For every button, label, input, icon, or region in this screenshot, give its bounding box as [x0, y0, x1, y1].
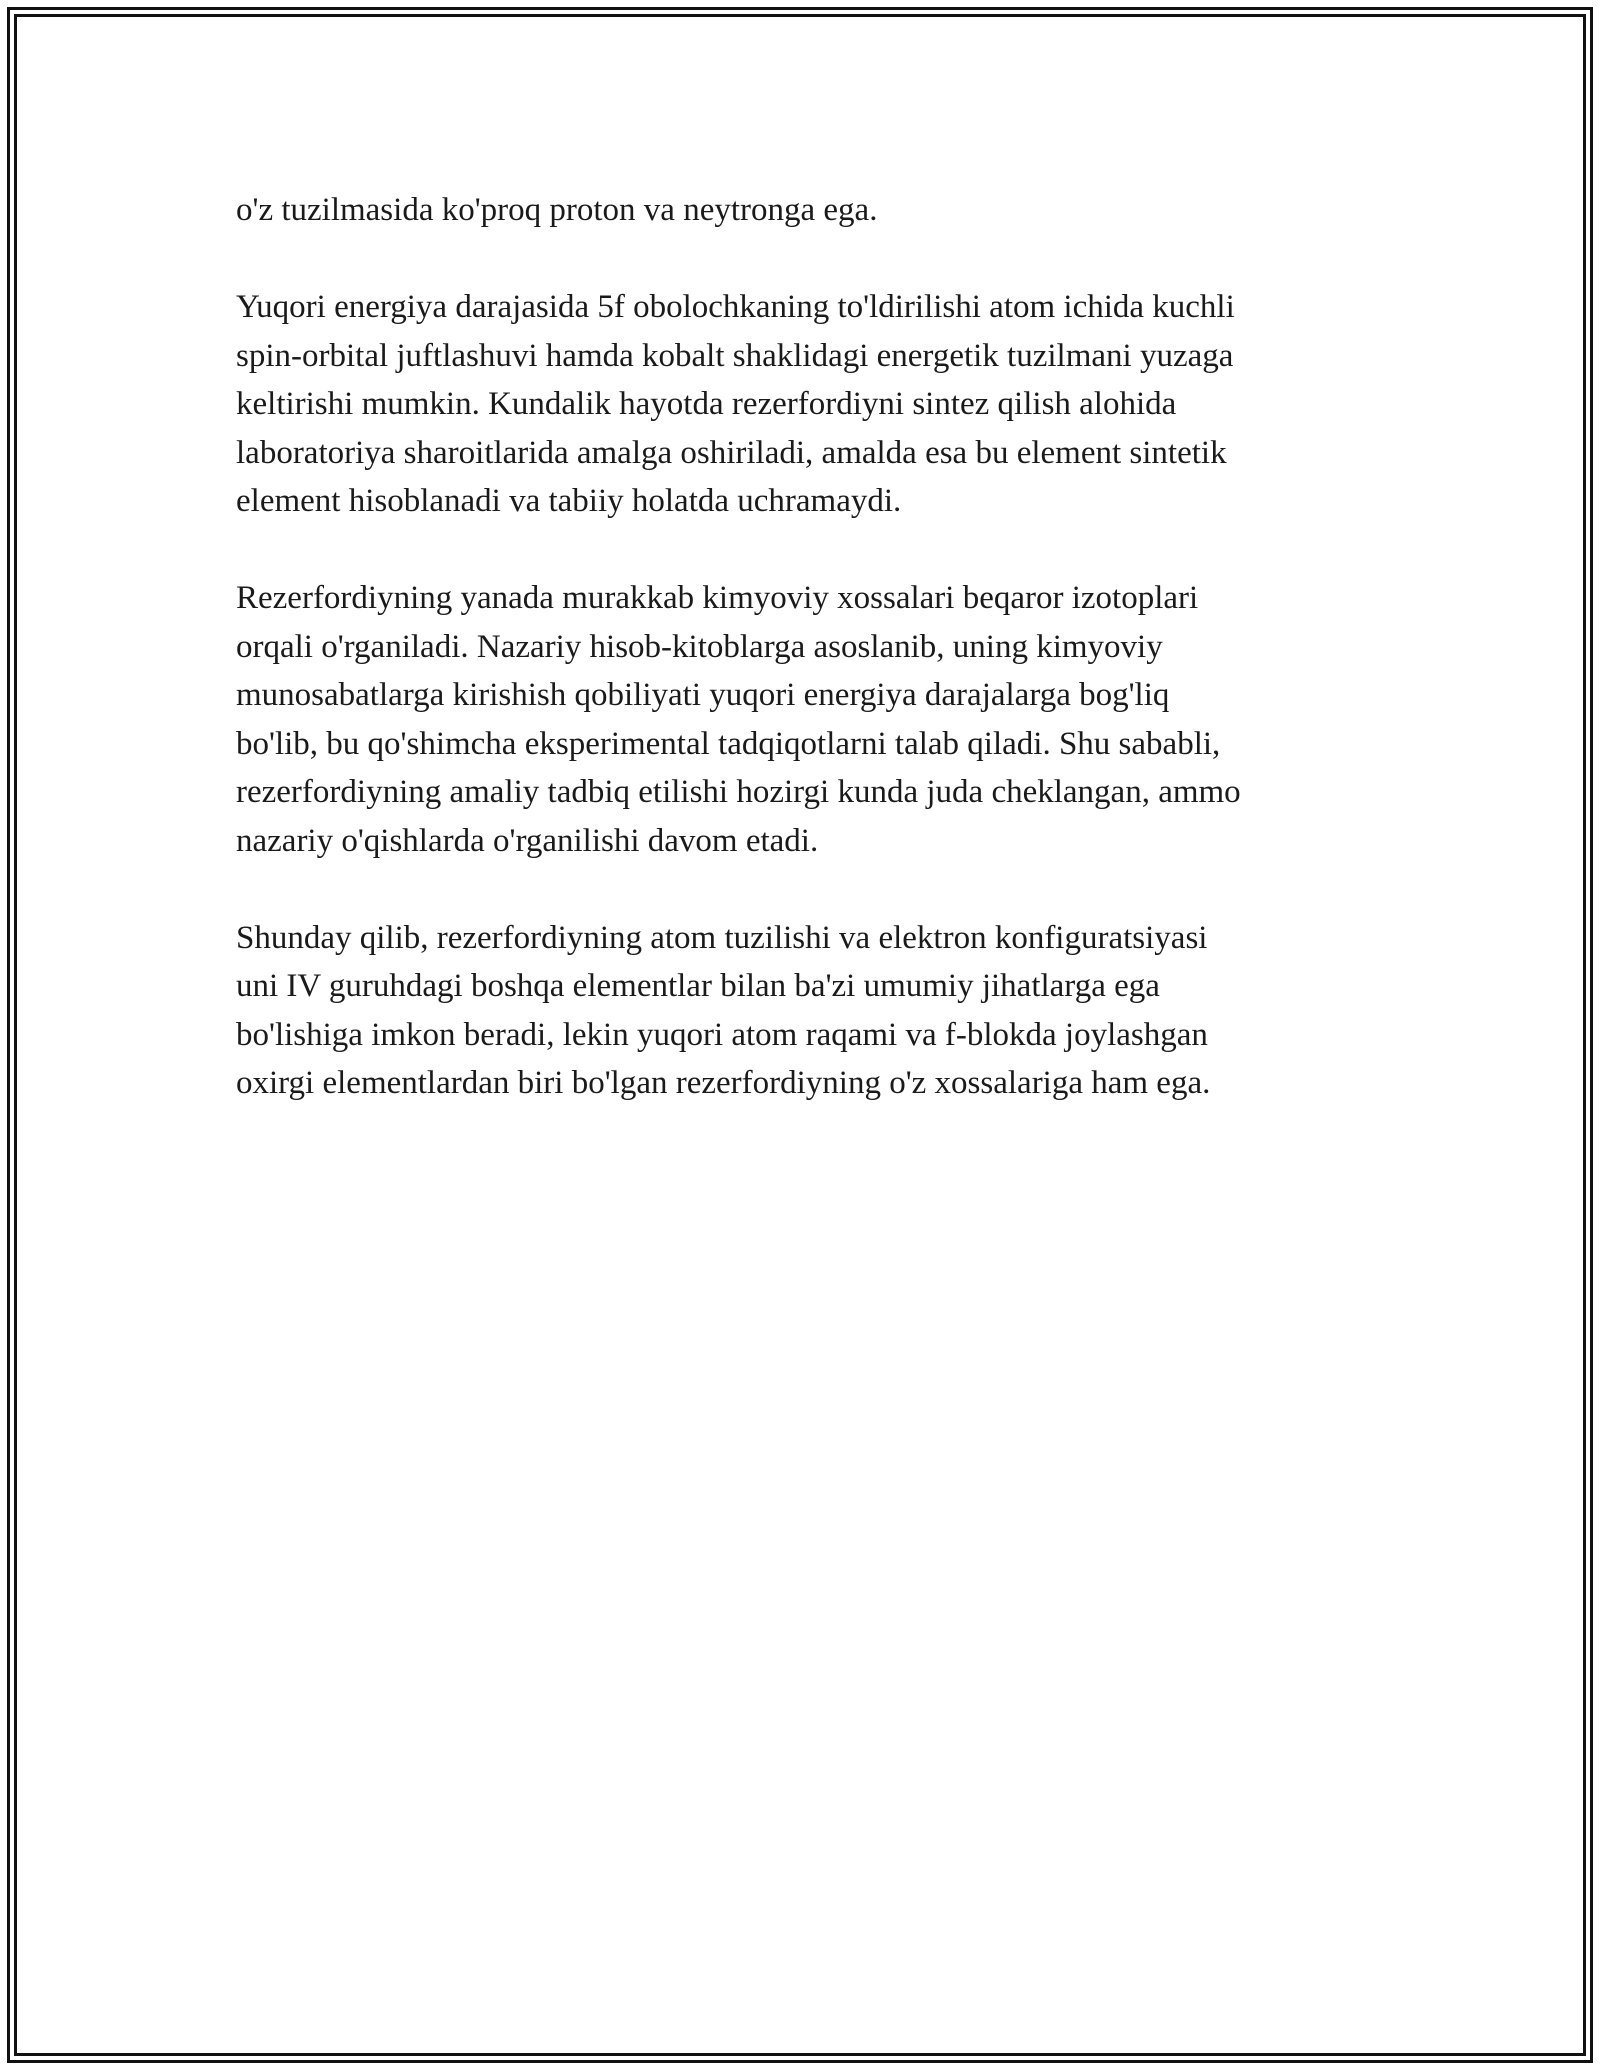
text-line: Yuqori energiya darajasida 5f obolochkaning to'ldirilishi atom ichida kuchli — [236, 289, 1235, 325]
text-line: rezerfordiyning amaliy tadbiq etilishi hozirgi kunda juda cheklangan, ammo — [236, 774, 1241, 810]
text-line: uni IV guruhdagi boshqa elementlar bilan ba'zi umumiy jihatlarga ega — [236, 968, 1160, 1004]
text-line: munosabatlarga kirishish qobiliyati yuqori energiya darajalarga bog'liq — [236, 677, 1170, 713]
text-line: o'z tuzilmasida ko'proq proton va neytronga ega. — [236, 192, 878, 228]
paragraph-1 — [236, 186, 1366, 235]
document-body — [236, 186, 1366, 1156]
text-line: bo'lib, bu qo'shimcha eksperimental tadqiqotlarni talab qiladi. Shu sababli, — [236, 725, 1221, 762]
text-line: orqali o'rganiladi. Nazariy hisob-kitoblarga asoslanib, uning kimyoviy — [236, 628, 1163, 665]
paragraph-4 — [236, 914, 1366, 1108]
text-line: spin-orbital juftlashuvi hamda kobalt shaklidagi energetik tuzilmani yuzaga — [236, 337, 1234, 374]
text-line: Rezerfordiyning yanada murakkab kimyoviy xossalari beqaror izotoplari — [236, 580, 1199, 616]
text-line: oxirgi elementlardan biri bo'lgan rezerfordiyning o'z xossalariga ham ega. — [236, 1065, 1211, 1101]
paragraph-2 — [236, 283, 1366, 526]
paragraph-3 — [236, 574, 1366, 865]
text-line: Shunday qilib, rezerfordiyning atom tuzilishi va elektron konfiguratsiyasi — [236, 919, 1208, 956]
text-line: laboratoriya sharoitlarida amalga oshiriladi, amalda esa bu element sintetik — [236, 434, 1227, 471]
text-line: bo'lishiga imkon beradi, lekin yuqori atom raqami va f-blokda joylashgan — [236, 1016, 1208, 1053]
text-line: keltirishi mumkin. Kundalik hayotda rezerfordiyni sintez qilish alohida — [236, 386, 1177, 422]
text-line: nazariy o'qishlarda o'rganilishi davom etadi. — [236, 822, 819, 859]
text-line: element hisoblanadi va tabiiy holatda uchramaydi. — [236, 483, 902, 519]
